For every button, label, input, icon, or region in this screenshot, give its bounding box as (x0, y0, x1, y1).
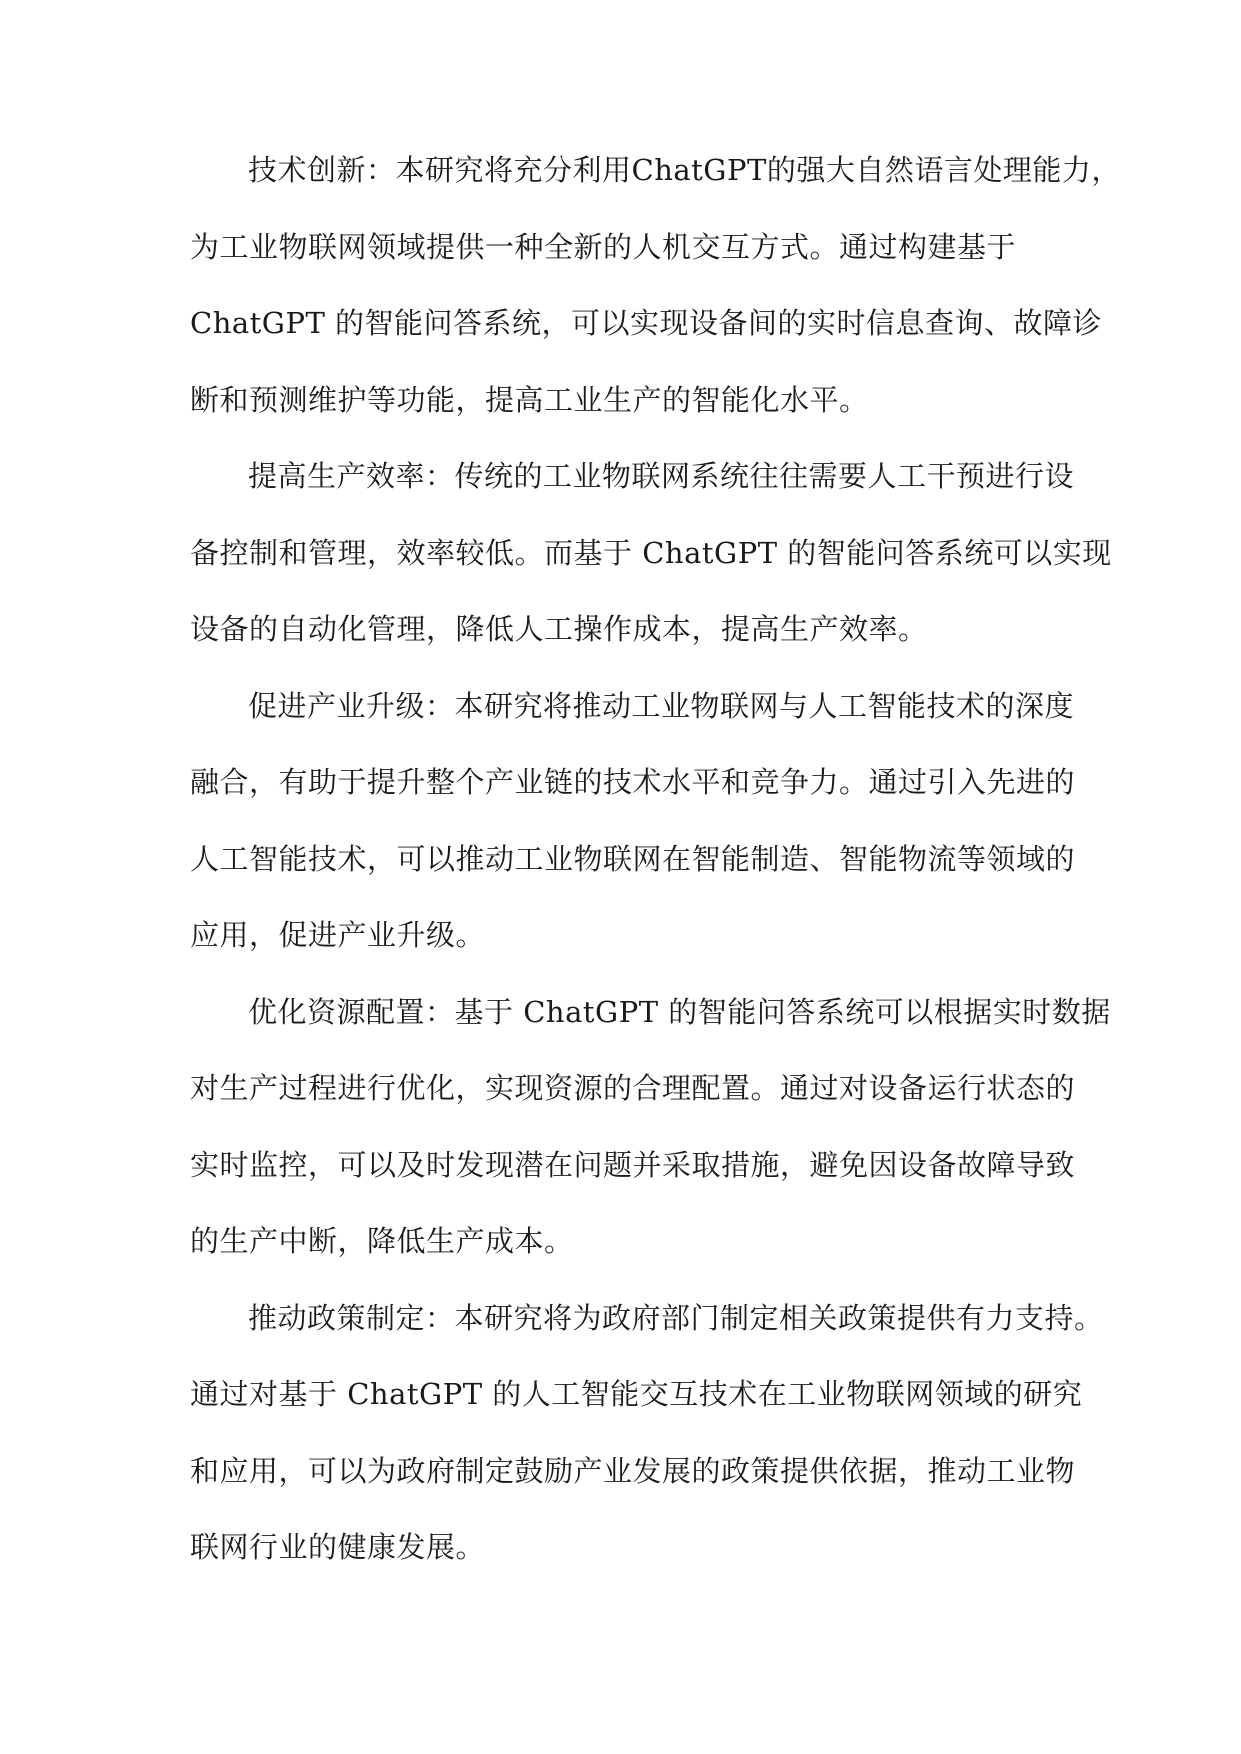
text-line: 和应用，可以为政府制定鼓励产业发展的政策提供依据，推动工业物 (190, 1453, 1076, 1488)
paragraph-industry-upgrade (190, 684, 1090, 990)
text-line: 实时监控，可以及时发现潜在问题并采取措施，避免因设备故障导致 (190, 1147, 1076, 1182)
text-line: 的生产中断，降低生产成本。 (190, 1224, 574, 1258)
text-line: 对生产过程进行优化，实现资源的合理配置。通过对设备运行状态的 (190, 1071, 1076, 1105)
text-line: 应用，促进产业升级。 (190, 918, 486, 952)
text-line: 通过对基于 ChatGPT 的人工智能交互技术在工业物联网领域的研究 (190, 1377, 1083, 1411)
text-line: 人工智能技术，可以推动工业物联网在智能制造、智能物流等领域的 (190, 841, 1076, 876)
text-line: 备控制和管理，效率较低。而基于 ChatGPT 的智能问答系统可以实现 (190, 535, 1112, 570)
text-line: 促进产业升级：本研究将推动工业物联网与人工智能技术的深度 (248, 688, 1075, 723)
text-line: 技术创新：本研究将充分利用ChatGPT的强大自然语言处理能力， (248, 153, 1121, 187)
text-line: 推动政策制定：本研究将为政府部门制定相关政策提供有力支持。 (248, 1300, 1104, 1335)
text-line: 联网行业的健康发展。 (190, 1530, 486, 1564)
text-line: 为工业物联网领域提供一种全新的人机交互方式。通过构建基于 (190, 229, 1017, 264)
text-line: 设备的自动化管理，降低人工操作成本，提高生产效率。 (190, 612, 928, 646)
document-body (190, 148, 1121, 1602)
text-line: 融合，有助于提升整个产业链的技术水平和竞争力。通过引入先进的 (190, 765, 1076, 799)
text-line: 优化资源配置：基于 ChatGPT 的智能问答系统可以根据实时数据 (248, 994, 1111, 1029)
paragraph-policy-making (190, 1296, 1104, 1602)
paragraph-production-efficiency (190, 454, 1112, 684)
text-line: 提高生产效率：传统的工业物联网系统往往需要人工干预进行设 (248, 459, 1075, 493)
text-line: 断和预测维护等功能，提高工业生产的智能化水平。 (190, 382, 869, 417)
paragraph-resource-allocation (190, 990, 1111, 1296)
text-line: ChatGPT 的智能问答系统，可以实现设备间的实时信息查询、故障诊 (190, 306, 1103, 340)
paragraph-technical-innovation (190, 148, 1121, 454)
